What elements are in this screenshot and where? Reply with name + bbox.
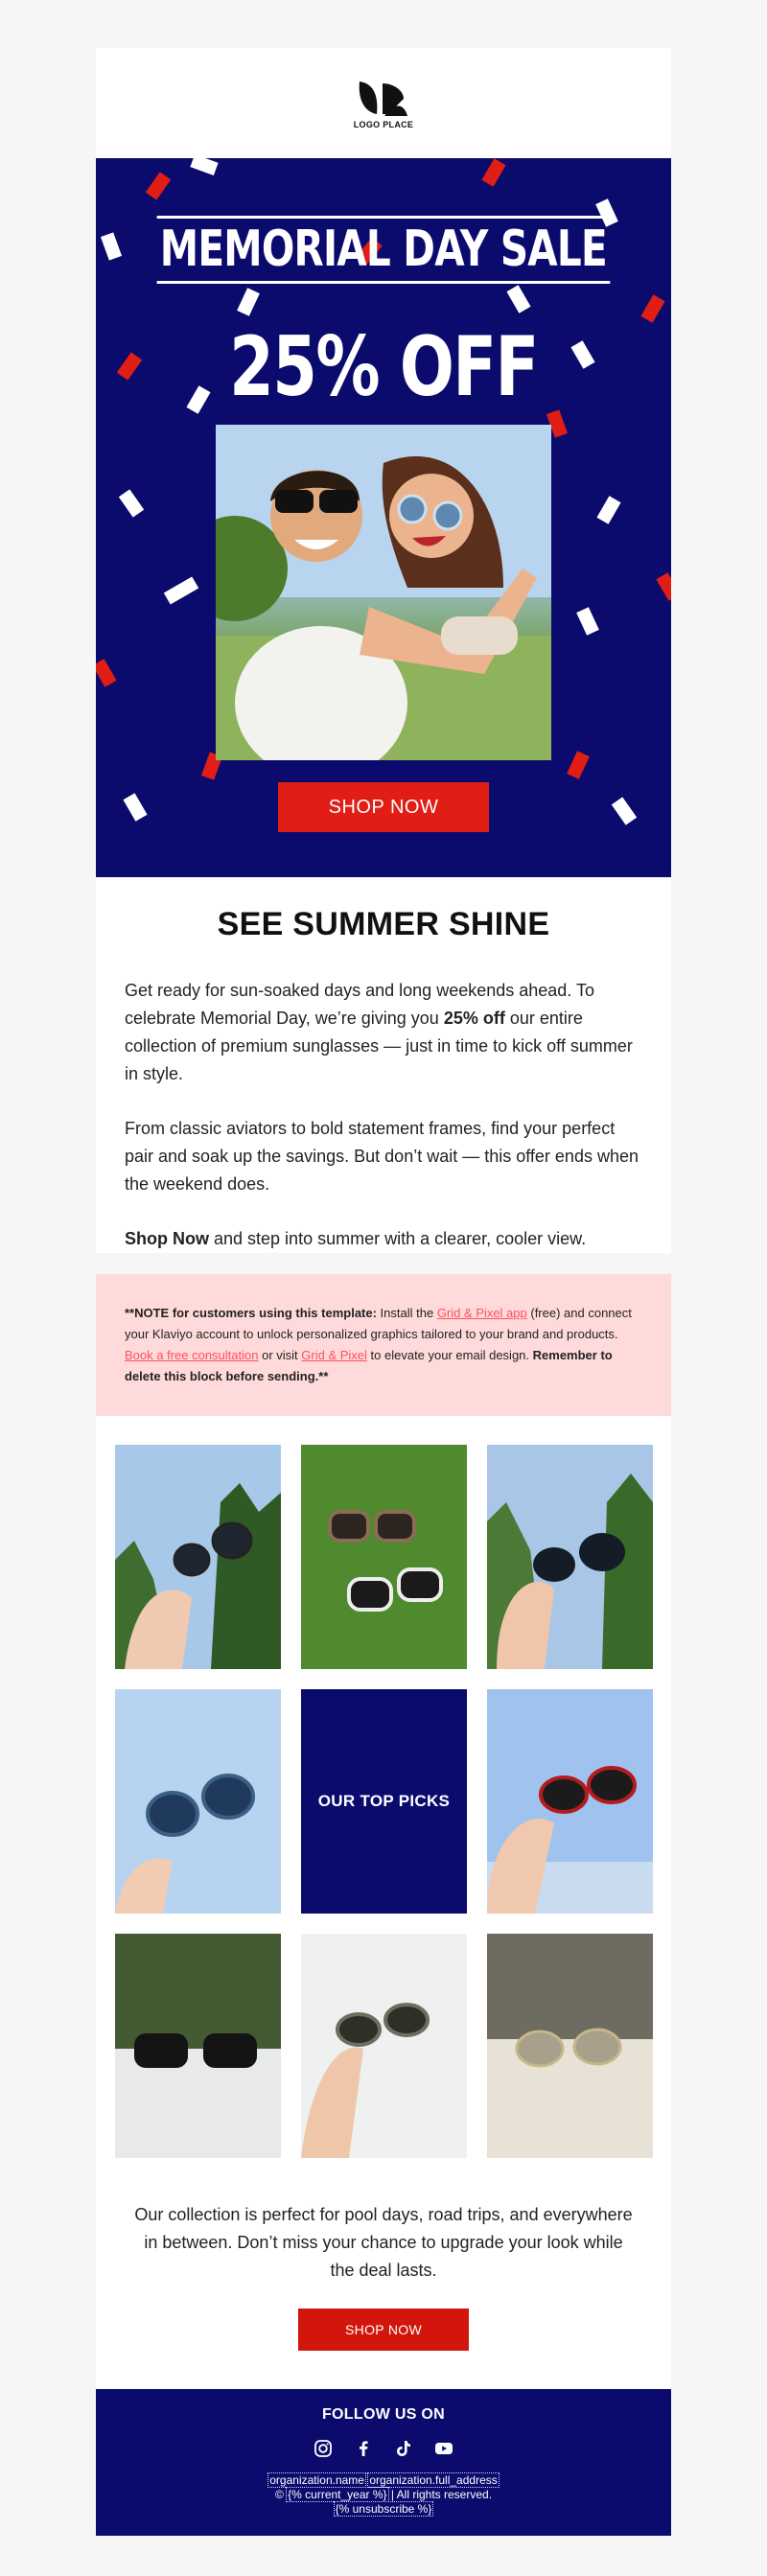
- product-tile-6[interactable]: [487, 1689, 653, 1914]
- outro-shop-now-button[interactable]: SHOP NOW: [298, 2309, 469, 2351]
- intro-paragraph-1-text-b: our entire collection of premium sunglasses — just in time to kick off summer in style.: [125, 1009, 633, 1083]
- sunglasses-photo-6: [487, 1689, 653, 1914]
- instagram-icon[interactable]: [314, 2439, 333, 2458]
- product-tile-3[interactable]: [487, 1445, 653, 1669]
- hero-title: MEMORIAL DAY SALE: [157, 216, 610, 284]
- confetti-piece: [237, 288, 260, 315]
- logo-text: LOGO PLACE: [353, 119, 414, 129]
- product-tile-4[interactable]: [115, 1689, 281, 1914]
- confetti-piece: [481, 158, 505, 187]
- sunglasses-photo-4: [115, 1689, 281, 1914]
- intro-paragraph-1-bold: 25% off: [443, 1009, 505, 1028]
- sunglasses-photo-8: [301, 1934, 467, 2158]
- intro-paragraph-3-bold: Shop Now: [125, 1229, 209, 1248]
- confetti-piece: [640, 294, 664, 323]
- confetti-piece: [119, 489, 144, 517]
- confetti-piece: [576, 607, 599, 635]
- book-consultation-link[interactable]: Book a free consultation: [125, 1348, 259, 1362]
- product-tile-1[interactable]: [115, 1445, 281, 1669]
- product-grid: [115, 1445, 652, 2158]
- org-name: organization.name: [269, 2473, 364, 2487]
- hero-discount: 25% OFF: [229, 319, 538, 415]
- current-year-tag: {% current_year %}: [288, 2488, 387, 2501]
- confetti-piece: [596, 496, 620, 524]
- sunglasses-photo-7: [115, 1934, 281, 2158]
- copyright-line: © {% current_year %} | All rights reserved.: [274, 2488, 493, 2501]
- confetti-piece: [567, 751, 590, 778]
- tiktok-icon[interactable]: [394, 2439, 413, 2458]
- follow-us-heading: FOLLOW US ON: [321, 2406, 446, 2423]
- confetti-piece: [656, 572, 671, 601]
- confetti-piece: [612, 797, 637, 824]
- intro-paragraph-1-text-a: Get ready for sun-soaked days and long weekends ahead. To celebrate Memorial Day, we’re giving you: [125, 981, 594, 1028]
- sunglasses-photo-1: [115, 1445, 281, 1669]
- sunglasses-photo-2: [301, 1445, 467, 1669]
- confetti-piece: [96, 659, 117, 687]
- intro-paragraph-3-text: and step into summer with a clearer, cooler view.: [209, 1229, 587, 1248]
- couple-illustration: [216, 425, 551, 760]
- note-text-3: or visit: [258, 1348, 302, 1362]
- unsubscribe-line: [115, 2502, 652, 2517]
- logo-header: [96, 48, 671, 158]
- product-tile-2[interactable]: [301, 1445, 467, 1669]
- confetti-piece: [146, 172, 171, 199]
- hero-title-wrap: [96, 216, 671, 284]
- confetti-piece: [123, 793, 147, 822]
- bottom-spacer: [96, 2536, 671, 2555]
- youtube-icon[interactable]: [434, 2439, 453, 2458]
- footer: [96, 2389, 671, 2536]
- sunglasses-photo-9: [487, 1934, 653, 2158]
- hero-shop-now-button[interactable]: SHOP NOW: [278, 782, 489, 832]
- unsubscribe-link[interactable]: {% unsubscribe %}: [335, 2502, 432, 2516]
- intro-heading: SEE SUMMER SHINE: [217, 906, 550, 942]
- sunglasses-photo-3: [487, 1445, 653, 1669]
- hero-couple-photo: [216, 425, 551, 760]
- note-bold-end: Remember to delete this block before sending.**: [125, 1348, 613, 1383]
- grid-pixel-app-link[interactable]: Grid & Pixel app: [436, 1306, 527, 1320]
- rights-text: | All rights reserved.: [390, 2488, 493, 2501]
- outro-section: [96, 2172, 671, 2389]
- product-tile-9[interactable]: [487, 1934, 653, 2158]
- note-text-2: (free) and connect your Klaviyo account to unlock personalized graphics tailored to your brand and products.: [125, 1306, 632, 1341]
- hero-banner: [96, 158, 671, 877]
- our-top-picks-tile: OUR TOP PICKS: [301, 1689, 467, 1914]
- intro-paragraph-2: From classic aviators to bold statement frames, find your perfect pair and soak up the savings. But don’t wait — this offer ends when the weekend does.: [125, 1119, 639, 1194]
- note-bold-start: **NOTE for customers using this template:: [125, 1306, 377, 1320]
- confetti-piece: [164, 576, 198, 604]
- product-grid-section: [96, 1416, 671, 2172]
- note-text-1: Install the: [376, 1306, 437, 1320]
- email-container: [96, 0, 671, 2555]
- product-tile-8[interactable]: [301, 1934, 467, 2158]
- template-note: [96, 1274, 671, 1416]
- intro-paragraph-1: [125, 977, 642, 1088]
- confetti-piece: [506, 285, 530, 313]
- org-info-line: [115, 2473, 652, 2488]
- confetti-piece: [190, 158, 218, 175]
- grid-pixel-link[interactable]: Grid & Pixel: [301, 1348, 367, 1362]
- leaf-l-logo-icon: [356, 78, 411, 118]
- note-text-4: to elevate your email design.: [366, 1348, 533, 1362]
- org-address: organization.full_address: [369, 2473, 498, 2487]
- intro-section: [96, 877, 671, 1253]
- intro-paragraph-3: [125, 1225, 642, 1253]
- product-tile-7[interactable]: [115, 1934, 281, 2158]
- confetti-piece: [117, 352, 142, 380]
- social-icons: [115, 2439, 652, 2458]
- facebook-icon[interactable]: [354, 2439, 373, 2458]
- outro-text: Our collection is perfect for pool days, road trips, and everywhere in between. Don’t miss your chance to upgrade your look while the deal lasts.: [134, 2205, 633, 2280]
